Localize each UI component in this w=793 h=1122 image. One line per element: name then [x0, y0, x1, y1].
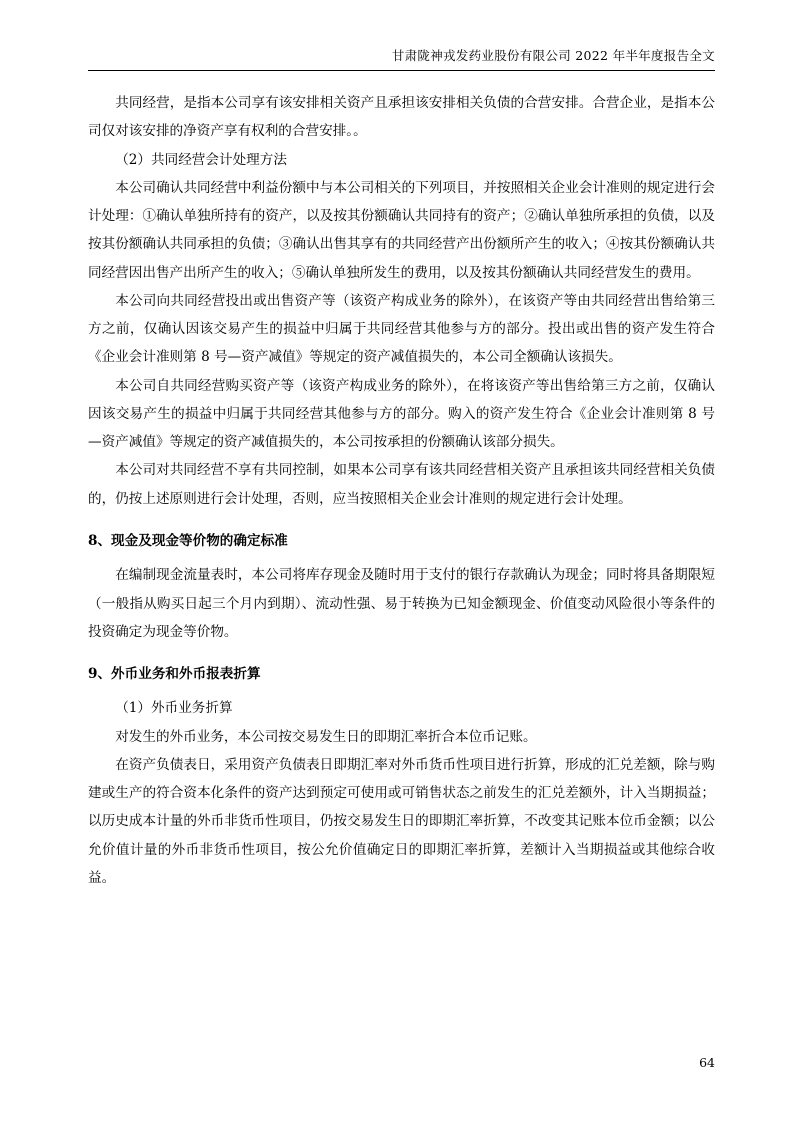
- paragraph-subheading: （2）共同经营会计处理方法: [115, 151, 287, 168]
- header-divider: [88, 70, 715, 71]
- paragraph: 本公司自共同经营购买资产等（该资产构成业务的除外），在将该资产等出售给第三方之前，仅确认因该交易产生的损益中归属于共同经营其他参与方的部分。购入的资产发生符合《企业会计准则第 8 号—资产减值》等规定的资产减值损失的，本公司按承担的份额确认该部分损失。: [88, 377, 715, 451]
- paragraph: 在编制现金流量表时，本公司将库存现金及随时用于支付的银行存款确认为现金；同时将具备期限短（一般指从购买日起三个月内到期）、流动性强、易于转换为已知金额现金、价值变动风险很小等条件的投资确定为现金等价物。: [88, 567, 715, 640]
- paragraph: 共同经营，是指本公司享有该安排相关资产且承担该安排相关负债的合营安排。合营企业，是指本公司仅对该安排的净资产享有权利的合营安排。。: [88, 95, 715, 140]
- paragraph: 本公司确认共同经营中利益份额中与本公司相关的下列项目，并按照相关企业会计准则的规定进行会计处理：①确认单独所持有的资产，以及按其份额确认共同持有的资产；②确认单独所承担的负债，以及按其份额确认共同承担的负债；③确认出售其享有的共同经营产出份额所产生的收入；④按其份额确认共同经营因出售产出所产生的收入；⑤确认单独所发生的费用，以及按其份额确认共同经营发生的费用。: [88, 179, 715, 281]
- document-body: [88, 89, 715, 892]
- paragraph: 本公司向共同经营投出或出售资产等（该资产构成业务的除外），在该资产等由共同经营出售给第三方之前，仅确认因该交易产生的损益中归属于共同经营其他参与方的部分。投出或出售的资产发生符合《企业会计准则第 8 号—资产减值》等规定的资产减值损失的，本公司全额确认该损失。: [88, 292, 715, 366]
- page-number: 64: [699, 1055, 715, 1070]
- section-heading-8: 8、现金及现金等价物的确定标准: [88, 532, 288, 549]
- paragraph: 在资产负债表日，采用资产负债表日即期汇率对外币货币性项目进行折算，形成的汇兑差额，除与购建或生产的符合资本化条件的资产达到预定可使用或可销售状态之前发生的汇兑差额外，计入当期损益；以历史成本计量的外币非货币性项目，仍按交易发生日的即期汇率折算，不改变其记账本位币金额；以公允价值计量的外币非货币性项目，按公允价值确定日的即期汇率折算，差额计入当期损益或其他综合收益。: [88, 756, 715, 886]
- page-header: 甘肃陇神戎发药业股份有限公司 2022 年半年度报告全文: [391, 48, 715, 63]
- section-heading-9: 9、外币业务和外币报表折算: [88, 666, 261, 683]
- paragraph: 对发生的外币业务，本公司按交易发生日的即期汇率折合本位币记账。: [115, 728, 537, 745]
- paragraph-subheading: （1）外币业务折算: [115, 700, 233, 717]
- paragraph: 本公司对共同经营不享有共同控制，如果本公司享有该共同经营相关资产且承担该共同经营相关负债的，仍按上述原则进行会计处理，否则，应当按照相关企业会计准则的规定进行会计处理。: [88, 462, 715, 507]
- page-content-area: [88, 46, 715, 1082]
